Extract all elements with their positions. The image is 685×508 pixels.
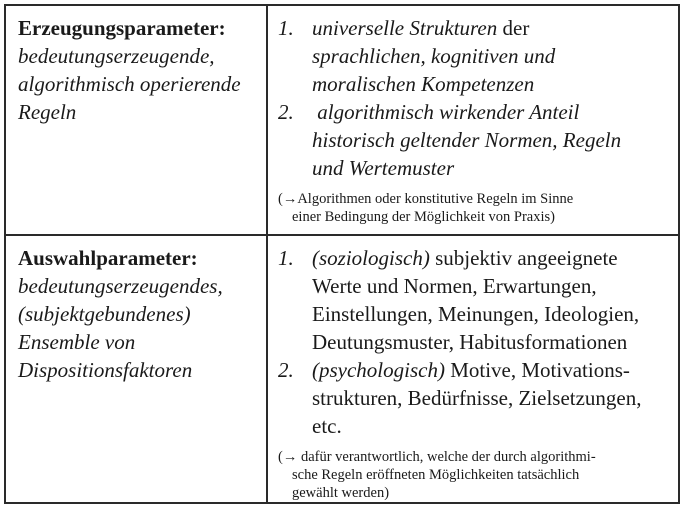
item-line: und Wertemuster [312,156,455,180]
item-number: 2. [278,358,294,382]
item-number: 2. [278,100,294,124]
item-line: etc. [312,414,342,438]
list-item [278,14,676,98]
selection-parameter-cell [18,244,262,384]
item-line: moralischen Kompetenzen [312,72,535,96]
list-item [278,244,676,356]
row-divider [6,234,678,236]
column-divider [266,6,268,502]
item-line: (soziologisch) subjektiv angeeignete [312,246,618,270]
item-number: 1. [278,246,294,270]
desc-line: Dispositionsfaktoren [18,358,193,382]
item-line: sprachlichen, kognitiven und [312,44,556,68]
note: (→ dafür verantwortlich, welche der durch algorithmi- sche Regeln eröffneten Möglichkeiten tatsächlich gewählt werden) [278,449,596,501]
item-line: historisch geltender Normen, Regeln [312,128,622,152]
list-item [278,98,676,182]
generation-parameter-cell [18,14,262,126]
parameter-table [4,4,680,504]
item-number: 1. [278,16,294,40]
desc-line: Regeln [18,100,77,124]
selection-parameter-heading: Auswahlparameter: [18,246,198,270]
item-line: Werte und Normen, Erwartungen, [312,274,597,298]
item-line: Einstellungen, Meinungen, Ideologien, [312,302,640,326]
desc-line: bedeutungserzeugende, [18,44,215,68]
desc-line: algorithmisch operierende [18,72,241,96]
item-line: Deutungsmuster, Habitusformationen [312,330,628,354]
desc-line: bedeutungserzeugendes, [18,274,223,298]
generation-parameter-details [278,14,676,226]
desc-line: Ensemble von [18,330,136,354]
note: (→Algorithmen oder konstitutive Regeln im Sinne einer Bedingung der Möglichkeit von Praxis) [278,191,574,225]
desc-line: (subjektgebundenes) [18,302,191,326]
item-line: strukturen, Bedürfnisse, Zielsetzungen, [312,386,642,410]
item-line: universelle Strukturen der [312,16,530,40]
generation-parameter-heading: Erzeugungsparameter: [18,16,226,40]
list-item [278,356,676,440]
item-line: algorithmisch wirkender Anteil [312,100,580,124]
item-line: (psychologisch) Motive, Motivations- [312,358,630,382]
selection-parameter-details [278,244,676,502]
